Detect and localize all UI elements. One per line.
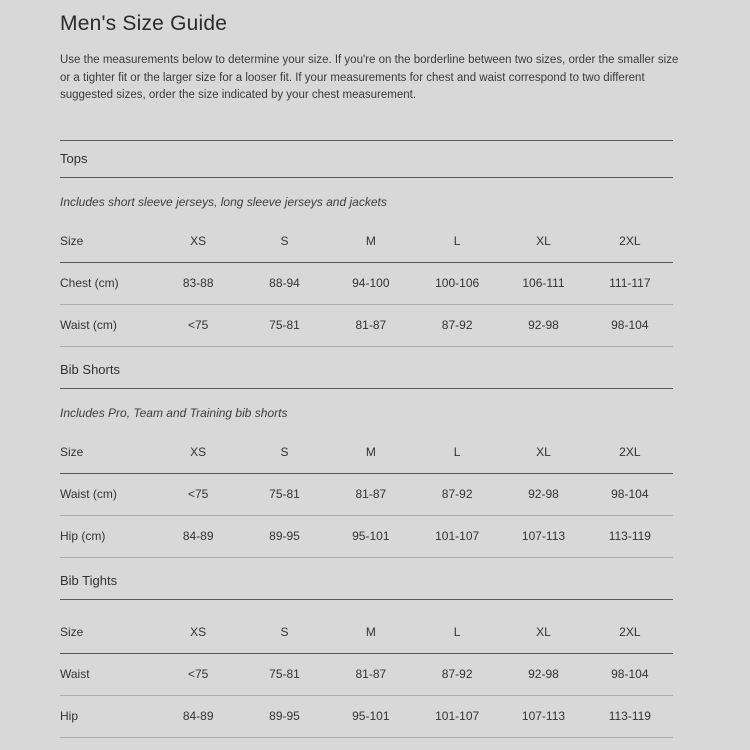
row-label: Hip (cm) — [60, 529, 106, 543]
column-header: 2XL — [619, 625, 641, 639]
size-value-cell: 107-113 — [521, 529, 566, 543]
size-section-bib-shorts — [60, 347, 673, 558]
section-heading: Bib Tights — [60, 558, 673, 600]
size-value-cell: 84-89 — [182, 529, 214, 543]
size-value-cell: 83-88 — [182, 276, 214, 290]
row-label: Hip — [60, 709, 79, 723]
size-value-cell: 92-98 — [528, 667, 559, 681]
size-value-cell: 84-89 — [182, 709, 214, 723]
size-value-cell: 94-100 — [352, 276, 390, 290]
table-row — [60, 653, 673, 695]
size-value-cell: <75 — [187, 318, 209, 332]
section-note: Includes short sleeve jerseys, long sleeve jerseys and jackets — [60, 194, 387, 209]
size-value-cell: 100-106 — [435, 276, 480, 290]
section-heading: Bib Shorts — [60, 347, 673, 389]
intro-line: suggested sizes, order the size indicated by your chest measurement. — [60, 89, 417, 101]
size-value-cell: 92-98 — [528, 318, 559, 332]
size-value-cell: 111-117 — [609, 276, 651, 290]
size-value-cell: 75-81 — [269, 667, 300, 681]
size-value-cell: 89-95 — [269, 709, 300, 723]
column-header: XS — [190, 234, 207, 248]
size-value-cell: 101-107 — [435, 709, 480, 723]
size-value-cell: 98-104 — [611, 318, 649, 332]
size-value-cell: 88-94 — [269, 276, 300, 290]
size-section-bib-tights — [60, 558, 673, 738]
size-value-cell: 113-119 — [608, 709, 651, 723]
column-header: M — [365, 625, 376, 639]
column-header: Size — [60, 625, 84, 639]
size-value-cell: 106-111 — [522, 276, 565, 290]
size-guide-content — [60, 12, 679, 738]
size-value-cell: 75-81 — [269, 318, 300, 332]
table-row — [60, 304, 673, 346]
size-value-cell: 107-113 — [521, 709, 566, 723]
size-value-cell: 95-101 — [352, 529, 390, 543]
row-label: Chest (cm) — [60, 276, 119, 290]
page-title: Men's Size Guide — [60, 12, 228, 35]
size-value-cell: 87-92 — [441, 487, 473, 501]
size-value-cell: 81-87 — [355, 487, 387, 501]
column-header: XS — [190, 625, 207, 639]
size-value-cell: 81-87 — [355, 318, 387, 332]
column-header: Size — [60, 445, 84, 459]
size-table-head — [60, 221, 673, 263]
size-value-cell: 113-119 — [608, 529, 651, 543]
table-header-row — [60, 221, 673, 263]
size-value-cell: 89-95 — [269, 529, 300, 543]
column-header: XL — [536, 234, 551, 248]
size-value-cell: 87-92 — [441, 318, 473, 332]
size-table-body — [60, 653, 673, 737]
row-label: Waist (cm) — [60, 318, 117, 332]
size-table — [60, 612, 673, 738]
column-header: L — [453, 445, 461, 459]
intro-text — [60, 52, 679, 105]
size-value-cell: 98-104 — [611, 487, 649, 501]
size-value-cell: <75 — [187, 667, 209, 681]
size-value-cell: 95-101 — [352, 709, 390, 723]
size-value-cell: <75 — [187, 487, 209, 501]
size-table — [60, 221, 673, 347]
size-table-body — [60, 262, 673, 346]
size-table-head — [60, 432, 673, 474]
size-value-cell: 92-98 — [528, 487, 559, 501]
size-table-body — [60, 473, 673, 557]
column-header: 2XL — [619, 445, 641, 459]
section-note: Includes Pro, Team and Training bib shorts — [60, 405, 288, 420]
column-header: XS — [190, 445, 207, 459]
size-sections — [60, 140, 673, 738]
size-value-cell: 81-87 — [355, 667, 387, 681]
size-value-cell: 98-104 — [611, 667, 649, 681]
table-row — [60, 515, 673, 557]
intro-line: or a tighter fit or the larger size for a looser fit. If your measurements for chest and waist correspond to two different — [60, 71, 645, 84]
intro-line: Use the measurements below to determine your size. If you're on the borderline between two sizes, order the smaller size — [60, 54, 679, 66]
table-row — [60, 262, 673, 304]
size-value-cell: 75-81 — [269, 487, 300, 501]
table-row — [60, 695, 673, 737]
column-header: Size — [60, 234, 84, 248]
row-label: Waist (cm) — [60, 487, 117, 501]
table-header-row — [60, 612, 673, 654]
table-row — [60, 473, 673, 515]
row-label: Waist — [60, 667, 90, 681]
table-header-row — [60, 432, 673, 474]
column-header: XL — [536, 445, 551, 459]
column-header: M — [365, 234, 376, 248]
size-table-head — [60, 612, 673, 654]
column-header: XL — [536, 625, 551, 639]
column-header: M — [365, 445, 376, 459]
column-header: S — [280, 234, 289, 248]
size-table — [60, 432, 673, 558]
size-value-cell: 87-92 — [441, 667, 473, 681]
column-header: L — [453, 234, 461, 248]
section-heading: Tops — [60, 140, 673, 178]
column-header: 2XL — [619, 234, 641, 248]
size-value-cell: 101-107 — [435, 529, 480, 543]
size-section-tops — [60, 140, 673, 347]
column-header: S — [280, 625, 289, 639]
column-header: S — [280, 445, 289, 459]
column-header: L — [453, 625, 461, 639]
